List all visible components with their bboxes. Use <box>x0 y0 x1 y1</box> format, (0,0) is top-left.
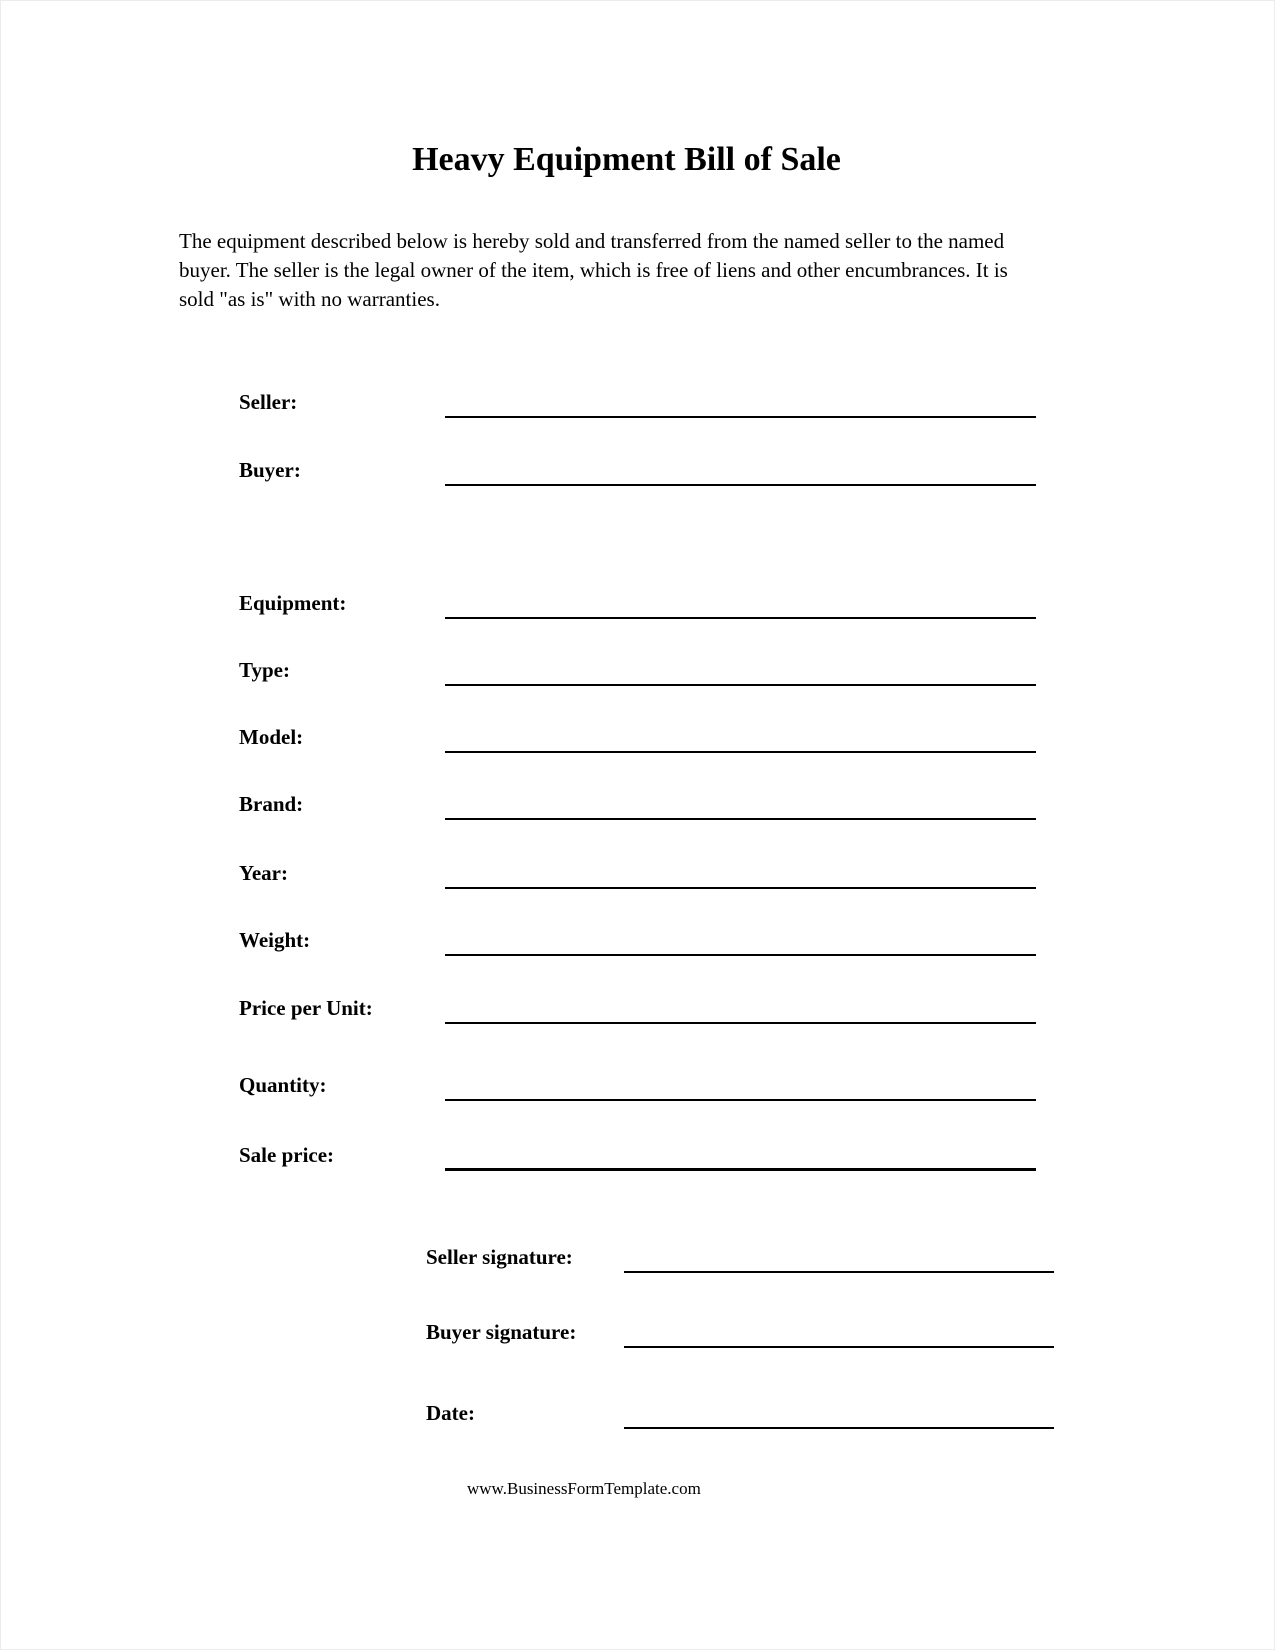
field-line-sale-price[interactable] <box>445 1168 1036 1171</box>
field-line-date[interactable] <box>624 1427 1054 1429</box>
field-label-buyer-signature: Buyer signature: <box>426 1320 577 1344</box>
field-label-price-per-unit: Price per Unit: <box>239 996 373 1020</box>
field-label-model: Model: <box>239 725 304 749</box>
field-label-weight: Weight: <box>239 928 311 952</box>
page-title: Heavy Equipment Bill of Sale <box>412 141 841 178</box>
field-line-seller-signature[interactable] <box>624 1271 1054 1273</box>
field-label-seller-signature: Seller signature: <box>426 1245 573 1269</box>
footer-website-text: www.BusinessFormTemplate.com <box>467 1479 701 1498</box>
field-line-quantity[interactable] <box>445 1099 1036 1101</box>
field-line-brand[interactable] <box>445 818 1036 820</box>
field-label-date: Date: <box>426 1401 475 1425</box>
field-line-equipment[interactable] <box>445 617 1036 619</box>
field-line-type[interactable] <box>445 684 1036 686</box>
field-label-seller: Seller: <box>239 390 298 414</box>
field-label-quantity: Quantity: <box>239 1073 327 1097</box>
field-line-year[interactable] <box>445 887 1036 889</box>
field-line-buyer[interactable] <box>445 484 1036 486</box>
field-line-seller[interactable] <box>445 416 1036 418</box>
field-label-equipment: Equipment: <box>239 591 347 615</box>
field-label-sale-price: Sale price: <box>239 1143 335 1167</box>
field-line-weight[interactable] <box>445 954 1036 956</box>
field-line-price-per-unit[interactable] <box>445 1022 1036 1024</box>
field-label-buyer: Buyer: <box>239 458 301 482</box>
field-line-model[interactable] <box>445 751 1036 753</box>
field-line-buyer-signature[interactable] <box>624 1346 1054 1348</box>
field-label-brand: Brand: <box>239 792 304 816</box>
field-label-year: Year: <box>239 861 288 885</box>
intro-paragraph: The equipment described below is hereby sold and transferred from the named seller to the named buyer. The seller is the legal owner of the item, which is free of liens and other encumbrances. It is sold "as is" with no warranties. <box>179 229 1008 311</box>
field-label-type: Type: <box>239 658 290 682</box>
